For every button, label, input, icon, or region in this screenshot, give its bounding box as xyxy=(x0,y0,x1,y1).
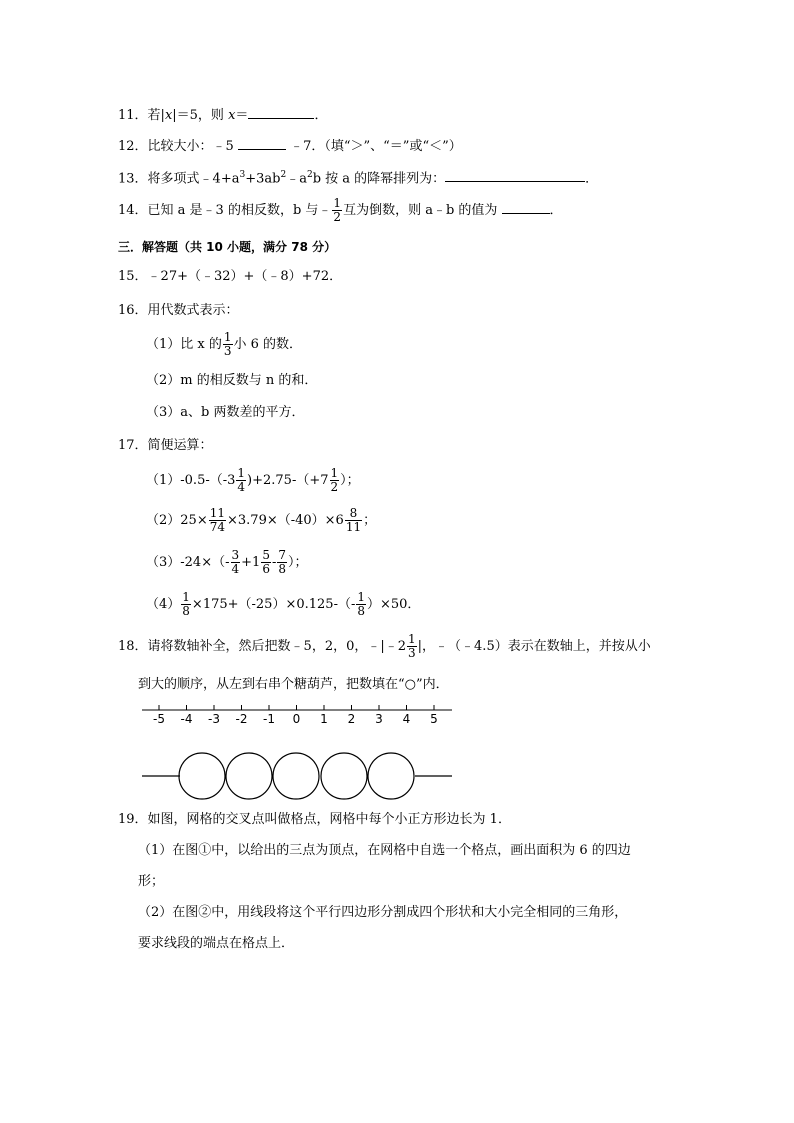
question-number: 11． xyxy=(118,108,148,123)
tick-label: -3 xyxy=(208,712,220,726)
fraction: $\frac{7}{8}$ xyxy=(278,548,286,576)
question-18 xyxy=(118,632,651,662)
fraction: $\frac{8}{11}$ xyxy=(345,506,362,534)
answer-circle-3[interactable] xyxy=(273,753,319,799)
q16-part-3: （3）a、b 两数差的平方． xyxy=(146,405,305,420)
tick-label: -4 xyxy=(180,712,193,726)
exponent: 2 xyxy=(306,170,313,180)
fraction: $\frac{5}{6}$ xyxy=(262,548,270,576)
var-x: x xyxy=(228,108,236,123)
answer-circle-5[interactable] xyxy=(368,753,414,799)
q19-part-1-cont: 形； xyxy=(138,874,165,889)
q11-text: 若| xyxy=(147,108,165,123)
q17-part-2: （2）25× $\frac{11}{74}$ ×3.79×（-40）×6 $\frac{8}{11}$ ； xyxy=(146,506,377,534)
question-number: 15． xyxy=(118,269,148,284)
question-13 xyxy=(118,166,598,188)
q14-text: 已知 a 是﹣3 的相反数，b 与﹣ xyxy=(147,203,332,218)
q16-part-2: （2）m 的相反数与 n 的和． xyxy=(146,373,318,388)
q12-text: ﹣7．（填“＞”、“＝”或“＜”） xyxy=(285,139,462,154)
tick-label: 0 xyxy=(292,712,301,726)
q14-text: ． xyxy=(549,203,563,218)
tick-label: 4 xyxy=(402,712,411,726)
q14-text: 互为倒数，则 a﹣b 的值为 xyxy=(343,203,502,218)
question-number: 18． xyxy=(118,639,148,654)
q18-text: 请将数轴补全，然后把数﹣5，2，0，﹣|﹣2 xyxy=(147,639,407,654)
q16-text: 用代数式表示： xyxy=(147,303,239,318)
question-number: 14． xyxy=(118,203,148,218)
question-14 xyxy=(118,196,563,226)
fraction: $\frac{11}{74}$ xyxy=(209,506,225,534)
question-number: 17． xyxy=(118,438,148,453)
answer-blank[interactable] xyxy=(238,135,286,150)
section-heading: 三．解答题（共 10 小题，满分 78 分） xyxy=(118,240,337,254)
q11-text: ． xyxy=(314,108,328,123)
q17-text: 简便运算： xyxy=(147,438,213,453)
q17-part-4: （4） $\frac{1}{8}$ ×175+（-25）×0.125-（- $\frac{1}{8}$ ）×50． xyxy=(146,590,421,618)
tick-label: 1 xyxy=(320,712,328,726)
tick-label: 5 xyxy=(430,712,438,726)
q19-text: 如图，网格的交叉点叫做格点，网格中每个小正方形边长为 1． xyxy=(147,812,511,827)
exponent: 3 xyxy=(239,170,246,180)
q13-text: 将多项式﹣4+a xyxy=(147,171,240,187)
question-number: 13． xyxy=(118,171,148,187)
question-12 xyxy=(118,135,462,156)
question-15 xyxy=(118,268,342,286)
q19-part-2: （2）在图②中，用线段将这个平行四边形分割成四个形状和大小完全相同的三角形， xyxy=(138,905,628,920)
tanghulu-diagram xyxy=(140,744,460,808)
number-line-labels xyxy=(140,712,460,730)
q13-text: b 按 a 的降幂排列为： xyxy=(312,171,446,187)
answer-blank[interactable] xyxy=(248,104,314,119)
q13-text: +3ab xyxy=(245,171,281,187)
q17-part-1: （1）-0.5-（-3 $\frac{1}{4}$ )+2.75-（+7 $\frac{1}{2}$ ）； xyxy=(146,466,360,494)
question-17 xyxy=(118,437,213,455)
fraction: $\frac{1}{3}$ xyxy=(223,330,232,358)
question-11 xyxy=(118,104,327,125)
q13-text: ． xyxy=(585,171,599,187)
question-16 xyxy=(118,302,239,320)
q17-part-3: （3）-24×（- $\frac{3}{4}$ +1 $\frac{5}{6}$ - $\frac{7}{8}$ ）； xyxy=(146,548,308,576)
q18-line-2: 到大的顺序，从左到右串个糖葫芦，把数填在“○”内． xyxy=(138,677,449,692)
answer-circle-1[interactable] xyxy=(179,753,225,799)
answer-blank[interactable] xyxy=(502,199,550,214)
tick-label: -1 xyxy=(263,712,275,726)
question-number: 16． xyxy=(118,303,148,318)
q12-text: 比较大小：﹣5 xyxy=(147,139,238,154)
answer-circle-4[interactable] xyxy=(321,753,367,799)
q16-part-1: （1）比 x 的 $\frac{1}{3}$ 小 6 的数． xyxy=(146,330,303,358)
tick-label: -2 xyxy=(235,712,248,726)
tick-label: 3 xyxy=(375,712,383,726)
q18-text: |，﹣（﹣4.5）表示在数轴上，并按从小 xyxy=(417,639,651,654)
tick-label: -5 xyxy=(153,712,165,726)
q11-text: ＝ xyxy=(235,108,249,123)
q19-part-1: （1）在图①中，以给出的三点为顶点，在网格中自选一个格点，画出面积为 6 的四边 xyxy=(138,843,631,858)
tick-label: 2 xyxy=(347,712,356,726)
answer-blank[interactable] xyxy=(445,167,585,182)
fraction: $\frac{3}{4}$ xyxy=(231,548,240,576)
fraction: $\frac{1}{8}$ xyxy=(357,590,365,618)
q13-text: ﹣a xyxy=(286,171,307,187)
question-number: 19． xyxy=(118,812,148,827)
exponent: 2 xyxy=(280,170,287,180)
q15-text: ﹣27+（﹣32）+（﹣8）+72． xyxy=(147,269,343,284)
fraction: $\frac{1}{2}$ xyxy=(333,196,342,224)
q11-text: |＝5，则 xyxy=(172,108,229,123)
answer-circle-2[interactable] xyxy=(226,753,272,799)
question-19 xyxy=(118,811,511,829)
fraction: $\frac{1}{4}$ xyxy=(237,466,246,494)
q19-part-2-cont: 要求线段的端点在格点上． xyxy=(138,936,295,951)
fraction: $\frac{1}{3}$ xyxy=(408,632,416,660)
question-number: 12． xyxy=(118,139,148,154)
fraction: $\frac{1}{8}$ xyxy=(182,590,190,618)
fraction: $\frac{1}{2}$ xyxy=(330,466,339,494)
var-x: x xyxy=(164,108,173,123)
